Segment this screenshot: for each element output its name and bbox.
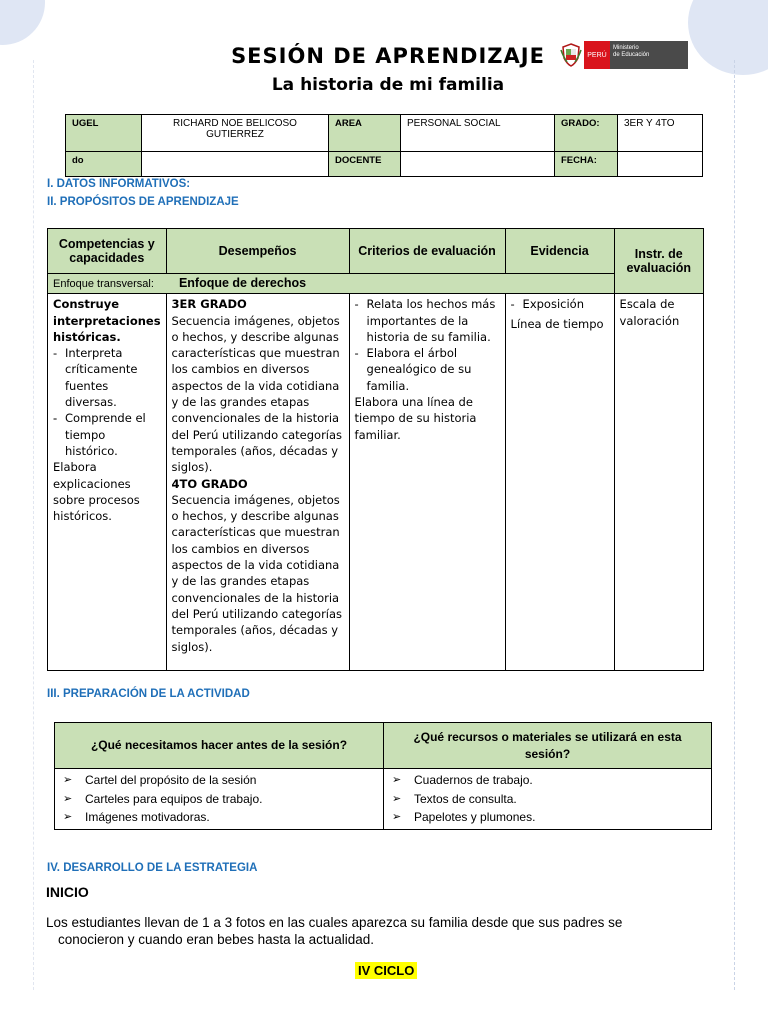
header-evidencia: Evidencia — [505, 229, 614, 274]
evidencia-list — [511, 296, 609, 312]
preparacion-table — [54, 722, 712, 830]
page-border-line — [734, 60, 735, 990]
decorative-corner-shape — [688, 0, 768, 75]
grado4-text: Secuencia imágenes, objetos o hechos, y describe algunas características que muestran los cambios en diversos aspectos de la vida cotidiana y de las grandes etapas convencionales de la historia del Perú utilizando categorías temporales (años, décadas y siglos). — [171, 492, 343, 654]
document-title: SESIÓN DE APRENDIZAJE — [231, 44, 545, 68]
docente-value — [401, 152, 555, 177]
capacidades-list — [53, 345, 161, 459]
header-antes-sesion: ¿Qué necesitamos hacer antes de la sesión? — [55, 723, 384, 769]
competencias-cell — [48, 294, 167, 671]
evidencia-extra: Línea de tiempo — [510, 316, 604, 331]
fecha-value — [618, 152, 703, 177]
grado4-label: 4TO GRADO — [171, 476, 248, 491]
list-item: ➢ Papelotes y plumones. — [390, 808, 705, 827]
list-item: ➢ Textos de consulta. — [390, 790, 705, 809]
evidencia-cell — [505, 294, 614, 671]
recursos-list — [390, 771, 705, 827]
list-item: - Comprende el tiempo histórico. — [53, 410, 161, 459]
desempenos-cell — [166, 294, 349, 671]
enfoque-label: Enfoque transversal: — [53, 278, 154, 290]
criterios-cell — [349, 294, 505, 671]
ministry-logo — [560, 41, 688, 69]
section-heading-datos: I. DATOS INFORMATIVOS: — [47, 178, 191, 190]
coat-of-arms-icon — [560, 42, 582, 68]
list-item: ➢ Cuadernos de trabajo. — [390, 771, 705, 790]
list-item: ➢ Imágenes motivadoras. — [61, 808, 377, 827]
info-table — [65, 114, 703, 177]
header-recursos: ¿Qué recursos o materiales se utilizará en esta sesión? — [384, 723, 712, 769]
ministry-label: Ministerio de Educación — [610, 41, 688, 69]
instrumento-cell — [614, 294, 703, 671]
list-item: ➢ Carteles para equipos de trabajo. — [61, 790, 377, 809]
header-competencias: Competencias y capacidades — [48, 229, 167, 274]
section-heading-propositos: II. PROPÓSITOS DE APRENDIZAJE — [47, 196, 239, 208]
enfoque-transversal-row — [48, 274, 615, 294]
peru-label: PERÚ — [584, 41, 610, 69]
competencia-title: Construye interpretaciones históricas. — [53, 297, 161, 344]
list-item: - Interpreta críticamente fuentes diversas. — [53, 345, 161, 410]
list-item: - Elabora el árbol genealógico de su familia. — [355, 345, 500, 394]
ugel-value: RICHARD NOE BELICOSO GUTIERREZ — [142, 115, 329, 152]
antes-sesion-list — [61, 771, 377, 827]
ugel-label: UGEL — [66, 115, 142, 152]
inicio-paragraph: Los estudiantes llevan de 1 a 3 fotos en las cuales aparezca su familia desde que sus padres se conocieron y cuando eran bebes hasta la actualidad. — [46, 915, 623, 947]
grado-label: GRADO: — [555, 115, 618, 152]
propositos-table — [47, 228, 704, 671]
section-heading-desarrollo: IV. DESARROLLO DE LA ESTRATEGIA — [47, 862, 258, 874]
recursos-cell — [384, 769, 712, 830]
grado-value: 3ER Y 4TO — [618, 115, 703, 152]
page-border-line — [33, 60, 34, 990]
do-label: do — [66, 152, 142, 177]
grado3-text: Secuencia imágenes, objetos o hechos, y describe algunas características que muestran los cambios en diversos aspectos de la vida cotidiana y de las grandes etapas convencionales de la historia del Perú utilizando categorías temporales (años, décadas y siglos). — [171, 313, 343, 475]
list-item: - Relata los hechos más importantes de la historia de su familia. — [355, 296, 500, 345]
header-desempenos: Desempeños — [166, 229, 349, 274]
area-value: PERSONAL SOCIAL — [401, 115, 555, 152]
do-value — [142, 152, 329, 177]
inicio-heading: INICIO — [46, 884, 89, 900]
section-heading-preparacion: III. PREPARACIÓN DE LA ACTIVIDAD — [47, 688, 250, 700]
docente-label: DOCENTE — [329, 152, 401, 177]
fecha-label: FECHA: — [555, 152, 618, 177]
decorative-corner-shape — [0, 0, 45, 45]
antes-sesion-cell — [55, 769, 384, 830]
document-subtitle: La historia de mi familia — [271, 75, 505, 95]
ciclo-label: IV CICLO — [355, 962, 417, 979]
competencia-extra: Elabora explicaciones sobre procesos históricos. — [53, 460, 140, 524]
criterios-list — [355, 296, 500, 394]
criterios-extra: Elabora una línea de tiempo de su historia familiar. — [354, 395, 477, 442]
header-criterios: Criterios de evaluación — [349, 229, 505, 274]
header-instrumento: Instr. de evaluación — [614, 229, 703, 294]
enfoque-value: Enfoque de derechos — [178, 276, 307, 290]
list-item: - Exposición — [511, 296, 609, 312]
instrumento-value: Escala de valoración — [619, 297, 680, 328]
list-item: ➢ Cartel del propósito de la sesión — [61, 771, 377, 790]
grado3-label: 3ER GRADO — [171, 297, 247, 312]
area-label: AREA — [329, 115, 401, 152]
